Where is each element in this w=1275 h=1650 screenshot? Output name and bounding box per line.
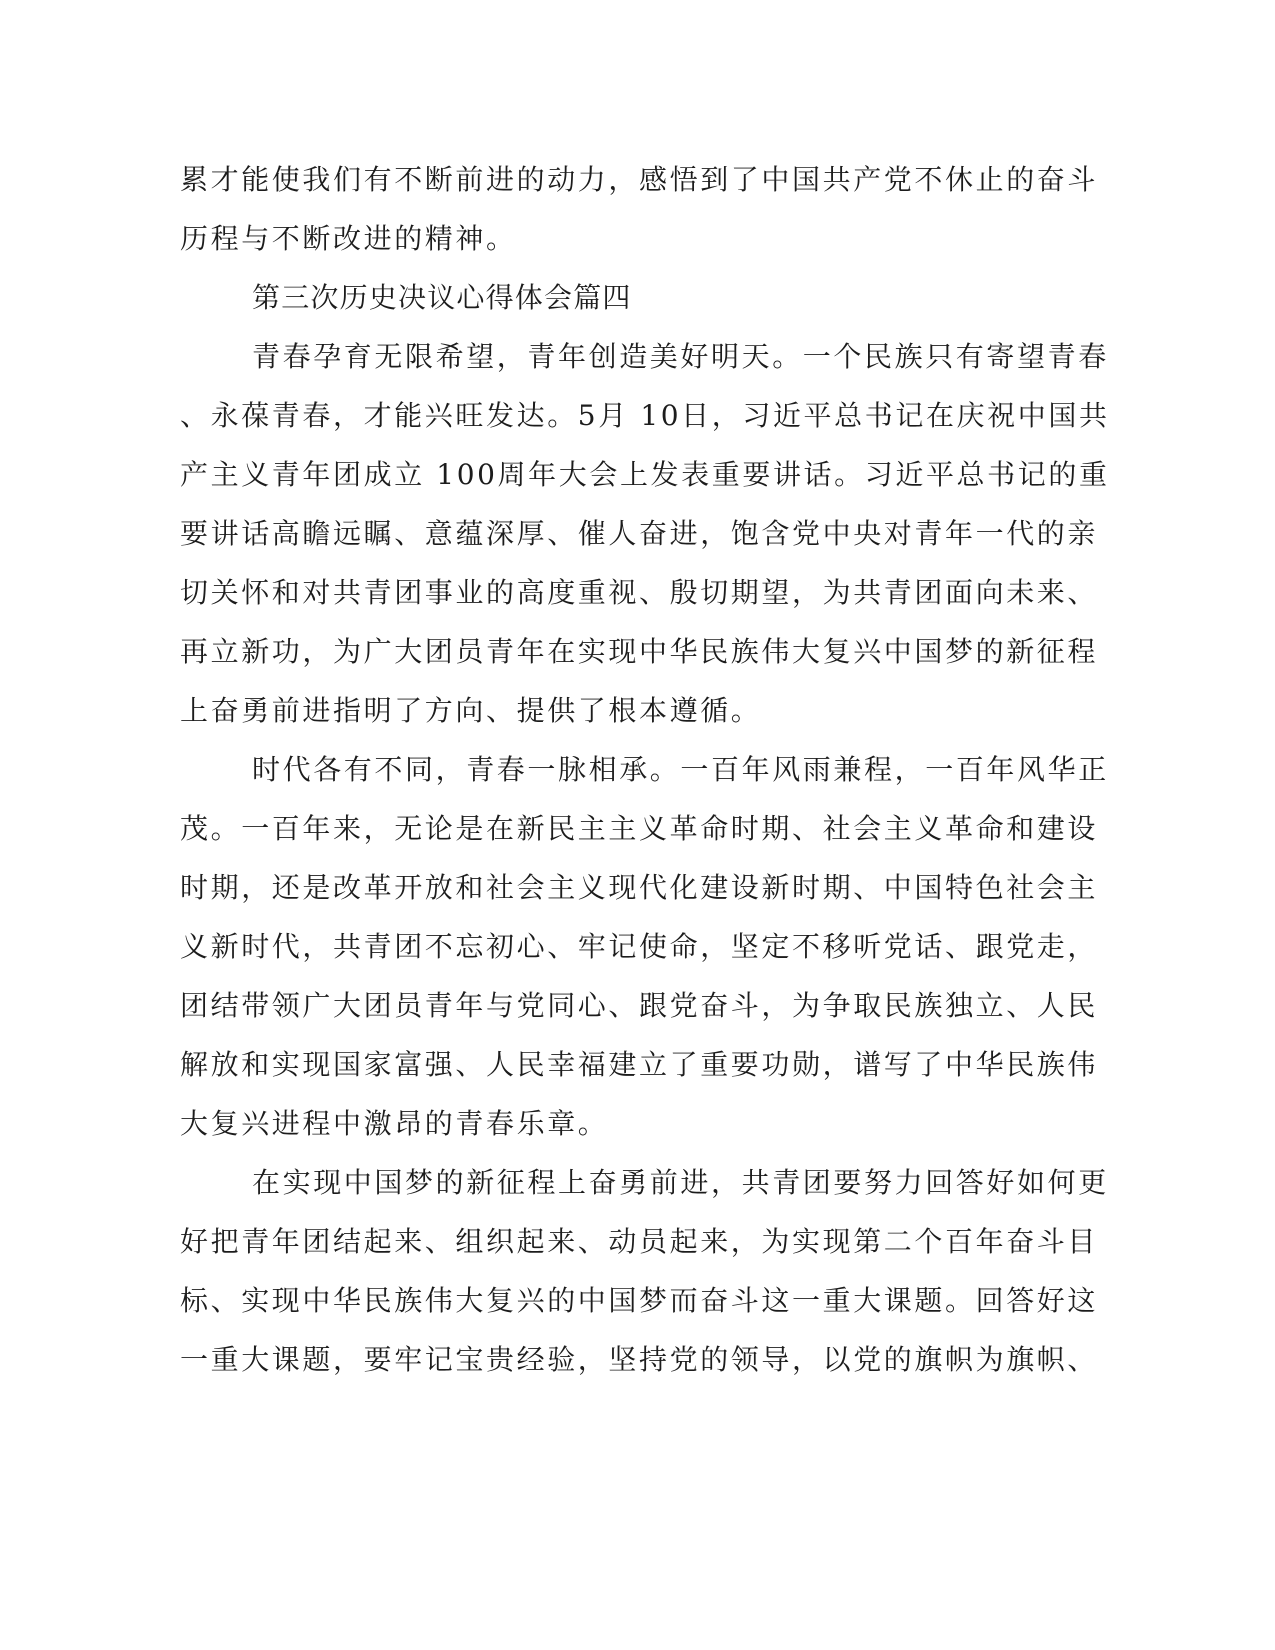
text-line: 、永葆青春，才能兴旺发达。5月 10日，习近平总书记在庆祝中国共 bbox=[180, 399, 1110, 432]
paragraph-first-line: 青春孕育无限希望，青年创造美好明天。一个民族只有寄望青春 bbox=[252, 340, 1109, 373]
text-line: 义新时代，共青团不忘初心、牢记使命，坚定不移听党话、跟党走， bbox=[180, 930, 1099, 963]
text-line: 大复兴进程中激昂的青春乐章。 bbox=[180, 1107, 609, 1140]
text-line: 产主义青年团成立 100周年大会上发表重要讲话。习近平总书记的重 bbox=[180, 458, 1110, 491]
text-line: 上奋勇前进指明了方向、提供了根本遵循。 bbox=[180, 694, 762, 727]
paragraph-first-line: 时代各有不同，青春一脉相承。一百年风雨兼程，一百年风华正 bbox=[252, 753, 1109, 786]
text-line: 历程与不断改进的精神。 bbox=[180, 222, 517, 255]
text-line: 好把青年团结起来、组织起来、动员起来，为实现第二个百年奋斗目 bbox=[180, 1225, 1099, 1258]
text-line: 解放和实现国家富强、人民幸福建立了重要功勋，谱写了中华民族伟 bbox=[180, 1048, 1099, 1081]
text-line: 切关怀和对共青团事业的高度重视、殷切期望，为共青团面向未来、 bbox=[180, 576, 1099, 609]
text-line: 累才能使我们有不断前进的动力，感悟到了中国共产党不休止的奋斗 bbox=[180, 163, 1099, 196]
text-line: 再立新功，为广大团员青年在实现中华民族伟大复兴中国梦的新征程 bbox=[180, 635, 1099, 668]
text-line: 要讲话高瞻远瞩、意蕴深厚、催人奋进，饱含党中央对青年一代的亲 bbox=[180, 517, 1099, 550]
paragraph-first-line: 在实现中国梦的新征程上奋勇前进，共青团要努力回答好如何更 bbox=[252, 1166, 1109, 1199]
text-line: 标、实现中华民族伟大复兴的中国梦而奋斗这一重大课题。回答好这 bbox=[180, 1284, 1099, 1317]
text-line: 一重大课题，要牢记宝贵经验，坚持党的领导，以党的旗帜为旗帜、 bbox=[180, 1343, 1099, 1376]
section-heading: 第三次历史决议心得体会篇四 bbox=[252, 281, 632, 314]
text-line: 茂。一百年来，无论是在新民主主义革命时期、社会主义革命和建设 bbox=[180, 812, 1099, 845]
text-line: 时期，还是改革开放和社会主义现代化建设新时期、中国特色社会主 bbox=[180, 871, 1099, 904]
text-line: 团结带领广大团员青年与党同心、跟党奋斗，为争取民族独立、人民 bbox=[180, 989, 1099, 1022]
